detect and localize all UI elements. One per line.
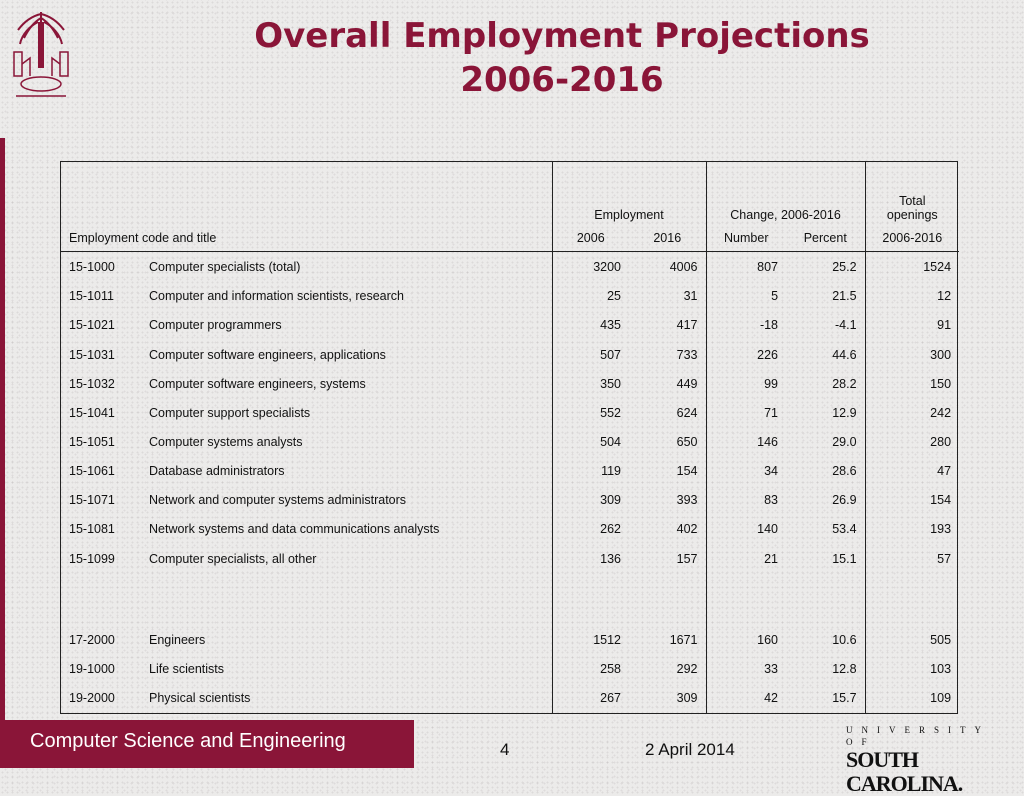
- employment-2016-cell: 292: [629, 655, 706, 684]
- employment-2006-cell: 435: [600, 318, 621, 333]
- table-row: [61, 427, 959, 456]
- total-openings-header: [865, 162, 959, 225]
- title-cell: Life scientists: [141, 655, 552, 684]
- number-header: Number: [706, 225, 786, 252]
- table-row: [61, 684, 959, 713]
- change-number-cell: 140: [757, 522, 779, 537]
- change-number-cell: 33: [764, 662, 779, 677]
- employment-header: Employment: [552, 162, 706, 225]
- change-number-cell: 71: [764, 405, 779, 420]
- table-row: [61, 515, 959, 544]
- change-percent-cell: 25.2: [786, 252, 865, 282]
- change-percent-cell: 10.6: [786, 625, 865, 654]
- slide-date: 2 April 2014: [645, 740, 735, 759]
- title-cell: Engineers: [141, 625, 552, 654]
- change-percent-cell: 12.9: [786, 398, 865, 427]
- change-number-cell: 160: [757, 633, 779, 648]
- title-cell: Computer support specialists: [141, 398, 552, 427]
- change-number-cell: 146: [757, 435, 779, 449]
- employment-2006-cell: 119: [601, 464, 621, 479]
- percent-header: Percent: [786, 225, 865, 252]
- employment-2006-cell: 309: [600, 493, 621, 508]
- change-percent-cell: 26.9: [786, 486, 865, 515]
- university-logo-bottom: SOUTH CAROLINA.: [846, 747, 963, 796]
- palmetto-tree-logo: [10, 8, 72, 100]
- table-row: [61, 655, 959, 684]
- university-logo-top: UNIVERSITY OF: [846, 725, 990, 747]
- employment-2006-cell: 1512: [593, 633, 621, 648]
- openings-cell: 193: [930, 522, 952, 537]
- slide-footer: [0, 720, 1024, 796]
- change-number-cell: 42: [764, 691, 779, 706]
- total-openings-line2: openings: [886, 208, 938, 223]
- table-row: [61, 398, 959, 427]
- openings-cell: 150: [930, 376, 952, 391]
- table-row: [61, 369, 959, 398]
- openings-cell: 1524: [923, 260, 952, 275]
- title-cell: Computer software engineers, systems: [141, 369, 552, 398]
- employment-table: [60, 161, 958, 714]
- employment-2006-cell: 552: [600, 405, 621, 420]
- employment-2016-cell: 650: [629, 427, 706, 456]
- total-openings-line1: Total: [899, 194, 926, 209]
- title-cell: Computer specialists (total): [141, 252, 552, 282]
- code-title-header: Employment code and title: [61, 225, 552, 252]
- employment-2016-cell: 154: [629, 457, 706, 486]
- table-row: [61, 544, 959, 573]
- change-percent-cell: 29.0: [786, 427, 865, 456]
- change-percent-cell: 53.4: [786, 515, 865, 544]
- change-number-cell: 807: [757, 260, 779, 275]
- openings-cell: 280: [930, 435, 952, 449]
- title-cell: Network and computer systems administrators: [141, 486, 552, 515]
- year-2006-header: 2006: [552, 225, 629, 252]
- employment-2016-cell: 624: [629, 398, 706, 427]
- code-cell: 15-1071: [69, 493, 115, 508]
- slide-title-line1: Overall Employment Projections: [254, 16, 870, 56]
- openings-cell: 103: [930, 662, 952, 677]
- title-cell: Computer software engineers, applications: [141, 340, 552, 369]
- employment-2016-cell: 4006: [629, 252, 706, 282]
- employment-2006-cell: 507: [600, 347, 621, 362]
- footer-bar: [0, 720, 414, 768]
- openings-cell: 57: [937, 551, 952, 566]
- code-cell: 17-2000: [69, 633, 115, 648]
- employment-2006-cell: 350: [600, 376, 621, 391]
- change-percent-cell: 21.5: [786, 282, 865, 311]
- table-row: [61, 340, 959, 369]
- employment-2006-cell: 258: [600, 662, 621, 677]
- code-cell: 19-1000: [69, 662, 115, 677]
- table-row: [61, 252, 959, 282]
- change-percent-cell: 15.1: [786, 544, 865, 573]
- change-percent-cell: 28.2: [786, 369, 865, 398]
- openings-cell: 154: [930, 493, 952, 508]
- title-cell: Physical scientists: [141, 684, 552, 713]
- table-row: [61, 311, 959, 340]
- employment-2016-cell: 449: [629, 369, 706, 398]
- table-spacer-row: [61, 573, 959, 625]
- code-cell: 15-1032: [69, 376, 115, 391]
- employment-2006-cell: 267: [600, 691, 621, 706]
- change-number-cell: 83: [764, 493, 779, 508]
- openings-cell: 12: [937, 289, 952, 304]
- title-cell: Computer systems analysts: [141, 427, 552, 456]
- code-cell: 15-1051: [69, 435, 115, 449]
- table-row: [61, 282, 959, 311]
- change-number-cell: 34: [764, 464, 779, 479]
- slide-title: [120, 14, 1004, 102]
- university-logo: [846, 724, 1014, 796]
- change-percent-cell: 28.6: [786, 457, 865, 486]
- page-number: 4: [500, 740, 510, 759]
- employment-2016-cell: 309: [629, 684, 706, 713]
- department-name: Computer Science and Engineering: [30, 730, 346, 752]
- change-number-cell: -18: [759, 318, 779, 333]
- range-header: 2006-2016: [865, 225, 959, 252]
- change-number-cell: 99: [764, 376, 779, 391]
- employment-2006-cell: 262: [600, 522, 621, 537]
- left-accent-line: [0, 138, 5, 720]
- code-cell: 15-1021: [69, 318, 115, 333]
- employment-2016-cell: 733: [629, 340, 706, 369]
- year-2016-header: 2016: [629, 225, 706, 252]
- employment-2016-cell: 402: [629, 515, 706, 544]
- employment-2006-cell: 504: [600, 435, 621, 449]
- employment-2016-cell: 1671: [629, 625, 706, 654]
- title-cell: Computer specialists, all other: [141, 544, 552, 573]
- change-percent-cell: 12.8: [786, 655, 865, 684]
- table-header-row-1: [61, 162, 959, 225]
- code-cell: 15-1061: [69, 464, 115, 479]
- table-row: [61, 457, 959, 486]
- openings-cell: 47: [937, 464, 952, 479]
- change-percent-cell: -4.1: [786, 311, 865, 340]
- table-row: [61, 625, 959, 654]
- table-row: [61, 486, 959, 515]
- table-header-row-2: [61, 225, 959, 252]
- employment-2006-cell: 136: [600, 551, 621, 566]
- employment-2016-cell: 31: [629, 282, 706, 311]
- employment-2006-cell: 3200: [593, 260, 621, 275]
- openings-cell: 109: [930, 691, 952, 706]
- change-percent-cell: 15.7: [786, 684, 865, 713]
- title-cell: Database administrators: [141, 457, 552, 486]
- openings-cell: 242: [930, 405, 952, 420]
- title-cell: Network systems and data communications analysts: [141, 515, 552, 544]
- change-number-cell: 226: [757, 347, 779, 362]
- employment-2016-cell: 393: [629, 486, 706, 515]
- code-cell: 19-2000: [69, 691, 115, 706]
- slide-title-line2: 2006-2016: [460, 60, 664, 100]
- openings-cell: 505: [930, 633, 952, 648]
- change-percent-cell: 44.6: [786, 340, 865, 369]
- change-number-cell: 21: [764, 551, 779, 566]
- code-cell: 15-1081: [69, 522, 115, 537]
- employment-2016-cell: 417: [629, 311, 706, 340]
- openings-cell: 300: [930, 347, 952, 362]
- employment-2016-cell: 157: [629, 544, 706, 573]
- title-cell: Computer programmers: [141, 311, 552, 340]
- title-cell: Computer and information scientists, research: [141, 282, 552, 311]
- code-cell: 15-1031: [69, 347, 115, 362]
- code-cell: 15-1041: [69, 405, 115, 420]
- employment-2006-cell: 25: [607, 289, 621, 304]
- change-header: Change, 2006-2016: [706, 162, 865, 225]
- code-cell: 15-1099: [69, 551, 115, 566]
- change-number-cell: 5: [771, 289, 779, 304]
- code-cell: 15-1000: [69, 260, 115, 275]
- openings-cell: 91: [937, 318, 952, 333]
- code-cell: 15-1011: [69, 289, 114, 304]
